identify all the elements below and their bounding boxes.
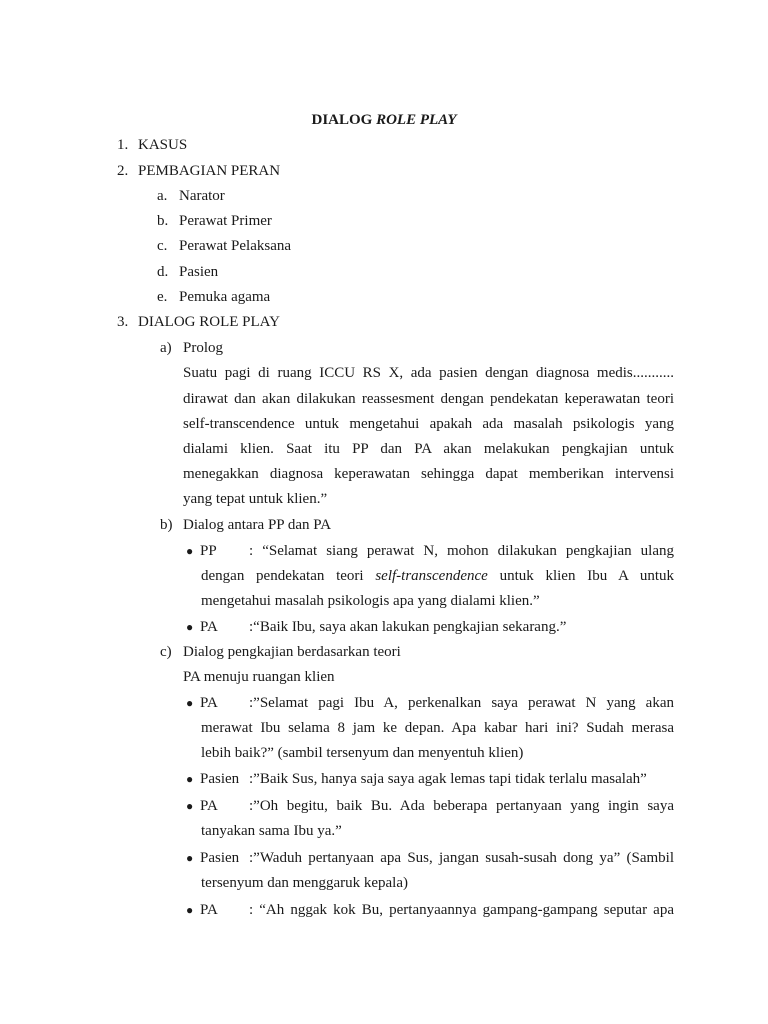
section-2-number: 2.	[117, 163, 129, 179]
dialog-line: tersenyum dan menggaruk kepala)	[201, 875, 409, 891]
dialog-b-heading: Dialog antara PP dan PA	[183, 517, 332, 533]
role-letter: e.	[157, 289, 168, 305]
role-item: Perawat Pelaksana	[179, 238, 292, 254]
dialog-c-marker: c)	[160, 644, 172, 660]
dialog-line: : “Selamat siang perawat N, mohon dilakukan pengkajian ulang	[249, 543, 674, 559]
bullet-icon: ●	[186, 696, 194, 710]
dialog-text: dengan pendekatan teori	[201, 568, 364, 584]
bullet-icon: ●	[186, 903, 194, 917]
role-letter: d.	[157, 264, 169, 280]
prolog-line: dialami klien. Saat itu PP dan PA akan melakukan pengkajian untuk	[183, 441, 674, 457]
speaker-label: PA	[200, 695, 218, 711]
section-1-number: 1.	[117, 137, 129, 153]
dialog-line: tanyakan sama Ibu ya.”	[201, 823, 342, 839]
title-main: DIALOG	[311, 112, 373, 128]
role-letter: c.	[157, 238, 168, 254]
dialog-line	[201, 567, 674, 585]
dialog-b-marker: b)	[160, 517, 173, 533]
prolog-marker: a)	[160, 340, 172, 356]
speaker-label: PA	[200, 798, 218, 814]
bullet-icon: ●	[186, 851, 194, 865]
bullet-icon: ●	[186, 772, 194, 786]
dialog-text: untuk klien Ibu A untuk	[499, 568, 675, 584]
dialog-line: :”Selamat pagi Ibu A, perkenalkan saya perawat N yang akan	[249, 695, 674, 711]
prolog-line: menegakkan diagnosa keperawatan sehingga dapat memberikan intervensi	[183, 466, 674, 482]
dialog-line: merawat Ibu selama 8 jam ke depan. Apa kabar hari ini? Sudah merasa	[201, 720, 674, 736]
dialog-line: mengetahui masalah psikologis apa yang dialami klien.”	[201, 593, 540, 609]
title-italic: ROLE PLAY	[376, 112, 457, 128]
section-1-label: KASUS	[138, 137, 188, 153]
section-3-label: DIALOG ROLE PLAY	[138, 314, 280, 330]
speaker-label: PA	[200, 619, 218, 635]
role-item: Pasien	[179, 264, 219, 280]
speaker-label: Pasien	[200, 771, 240, 787]
prolog-line: dirawat dan akan dilakukan reassesment dengan pendekatan keperawatan teori	[183, 391, 674, 407]
role-item: Perawat Primer	[179, 213, 272, 229]
dialog-line: : “Ah nggak kok Bu, pertanyaannya gampang-gampang seputar apa	[249, 902, 674, 918]
bullet-icon: ●	[186, 799, 194, 813]
speaker-label: Pasien	[200, 850, 240, 866]
section-3-number: 3.	[117, 314, 129, 330]
dialog-c-heading: Dialog pengkajian berdasarkan teori	[183, 644, 401, 660]
dialog-italic-term: self-transcendence	[375, 568, 488, 584]
dialog-line: :”Oh begitu, baik Bu. Ada beberapa pertanyaan yang ingin saya	[249, 798, 674, 814]
speaker-label: PP	[200, 543, 217, 559]
dialog-c-subheading: PA menuju ruangan klien	[183, 669, 335, 685]
role-letter: a.	[157, 188, 168, 204]
bullet-icon: ●	[186, 620, 194, 634]
prolog-line: self-transcendence untuk mengetahui apakah ada masalah psikologis yang	[183, 416, 674, 432]
section-2-label: PEMBAGIAN PERAN	[138, 163, 281, 179]
dialog-line: :”Baik Sus, hanya saja saya agak lemas tapi tidak terlalu masalah”	[249, 771, 647, 787]
prolog-line: yang tepat untuk klien.”	[183, 491, 328, 507]
speaker-label: PA	[200, 902, 218, 918]
bullet-icon: ●	[186, 544, 194, 558]
dialog-line: :”Waduh pertanyaan apa Sus, jangan susah-susah dong ya” (Sambil	[249, 850, 674, 866]
dialog-line: :“Baik Ibu, saya akan lakukan pengkajian sekarang.”	[249, 619, 567, 635]
document-title	[0, 110, 768, 130]
role-item: Pemuka agama	[179, 289, 271, 305]
prolog-line: Suatu pagi di ruang ICCU RS X, ada pasien dengan diagnosa medis...........	[183, 365, 674, 381]
prolog-heading: Prolog	[183, 340, 224, 356]
role-item: Narator	[179, 188, 225, 204]
dialog-line: lebih baik?” (sambil tersenyum dan menyentuh klien)	[201, 745, 524, 761]
role-letter: b.	[157, 213, 169, 229]
